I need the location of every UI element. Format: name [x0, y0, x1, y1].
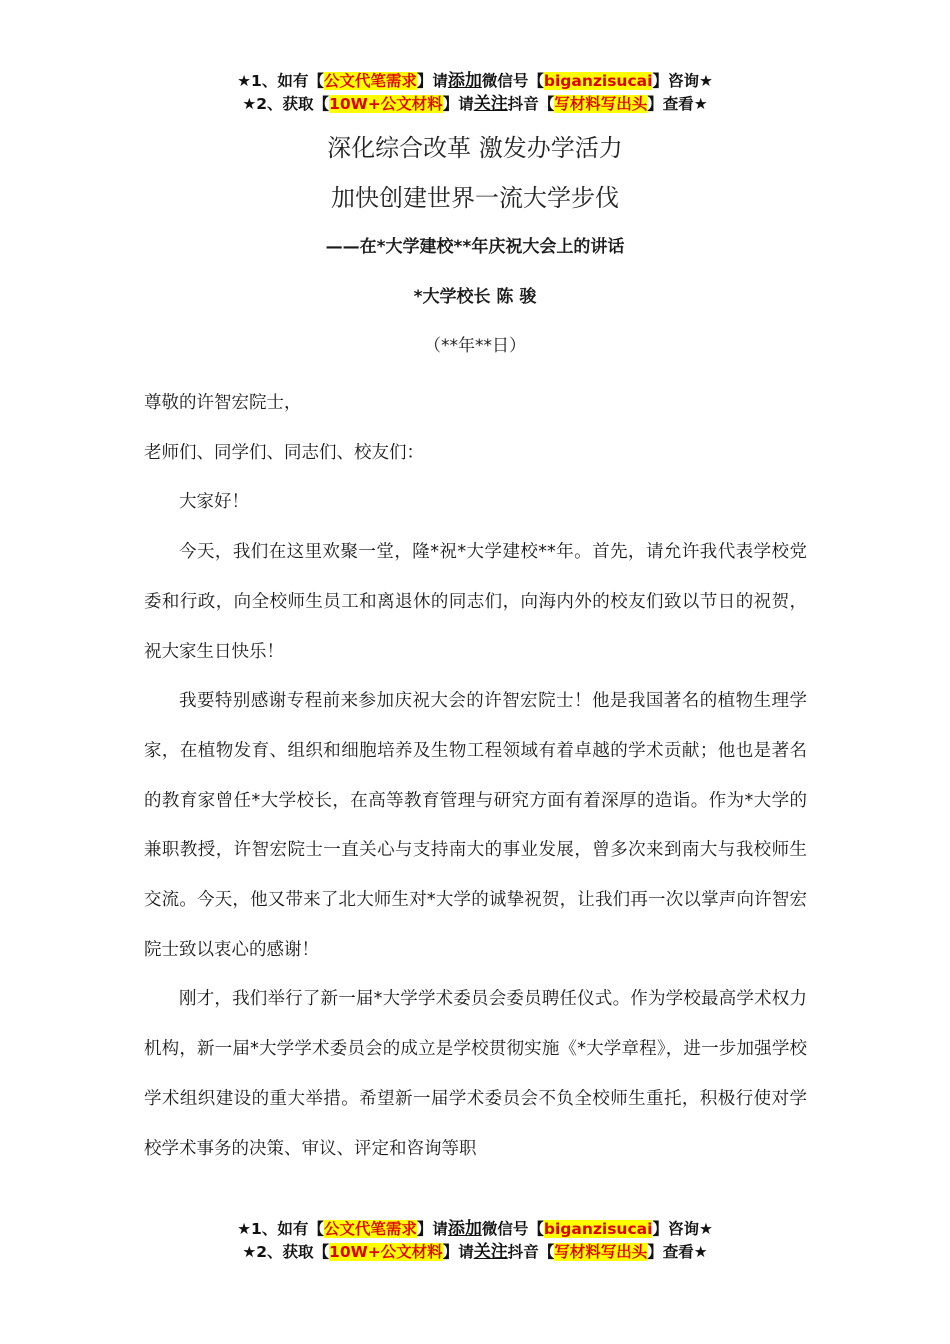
- doc-title-line-2: 加快创建世界一流大学步伐: [331, 184, 619, 212]
- doc-subtitle: ——在*大学建校**年庆祝大会上的讲话: [325, 237, 625, 257]
- promo-text: 】请: [416, 72, 448, 90]
- paragraph-1: 今天，我们在这里欢聚一堂，隆*祝*大学建校**年。首先，请允许我代表学校党委和行政，向全校师生员工和离退休的同志们，向海内外的校友们致以节日的祝贺，祝大家生日快乐！: [144, 542, 807, 662]
- promo-emphasis: 添加: [447, 71, 482, 91]
- greeting: 大家好！: [179, 492, 249, 513]
- salutation-2: 老师们、同学们、同志们、校友们：: [144, 442, 424, 463]
- promo-line-2: [0, 93, 950, 116]
- promo-text: ★2、获取【: [242, 1243, 330, 1261]
- promo-text: 】请: [416, 1220, 448, 1238]
- salutation-1: 尊敬的许智宏院士，: [144, 393, 302, 413]
- promo-emphasis: 关注: [473, 1242, 508, 1262]
- promo-highlight: 公文代笔需求: [323, 1220, 417, 1238]
- promo-emphasis: 关注: [473, 94, 508, 114]
- promo-wechat-id: biganzisucai: [543, 1220, 653, 1238]
- promo-douyin-id: 写材料写出头: [554, 1243, 648, 1261]
- doc-title-line-1: 深化综合改革 激发办学活力: [327, 134, 623, 162]
- promo-text: ★2、获取【: [242, 95, 330, 113]
- doc-date: （**年**日）: [424, 336, 526, 356]
- promo-text: 】请: [442, 95, 474, 113]
- promo-text: 】查看★: [647, 95, 708, 113]
- promo-text: 】查看★: [647, 1243, 708, 1261]
- promo-text: 微信号【: [481, 72, 544, 90]
- doc-author: *大学校长 陈 骏: [413, 287, 537, 307]
- promo-douyin-id: 写材料写出头: [554, 95, 648, 113]
- promo-emphasis: 添加: [447, 1219, 482, 1239]
- promo-text: 】请: [442, 1243, 474, 1261]
- promo-text: ★1、如有【: [237, 72, 324, 90]
- promo-highlight: 10W+公文材料: [329, 1243, 443, 1261]
- paragraph-2: 我要特别感谢专程前来参加庆祝大会的许智宏院士！他是我国著名的植物生理学家，在植物发育、组织和细胞培养及生物工程领域有着卓越的学术贡献；他也是著名的教育家曾任*大学校长，在高等教育管理与研究方面有着深厚的造诣。作为*大学的兼职教授，许智宏院士一直关心与支持南大的事业发展，曾多次来到南大与我校师生交流。今天，他又带来了北大师生对*大学的诚挚祝贺，让我们再一次以掌声向许智宏院士致以衷心的感谢！: [144, 691, 807, 960]
- promo-text: ★1、如有【: [237, 1220, 324, 1238]
- promo-highlight: 公文代笔需求: [323, 72, 417, 90]
- promo-text: 微信号【: [481, 1220, 544, 1238]
- promo-banner-bottom: [0, 1218, 950, 1264]
- promo-text: 】咨询★: [652, 72, 713, 90]
- promo-text: 】咨询★: [652, 1220, 713, 1238]
- promo-wechat-id: biganzisucai: [543, 72, 653, 90]
- promo-line-1: [0, 1218, 950, 1241]
- paragraph-3: 刚才，我们举行了新一届*大学学术委员会委员聘任仪式。作为学校最高学术权力机构，新一届*大学学术委员会的成立是学校贯彻实施《*大学章程》，进一步加强学校学术组织建设的重大举措。希望新一届学术委员会不负全校师生重托，积极行使对学校学术事务的决策、审议、评定和咨询等职: [144, 989, 807, 1159]
- promo-line-1: [0, 70, 950, 93]
- promo-line-2: [0, 1241, 950, 1264]
- doc-body: [144, 379, 807, 1174]
- promo-text: 抖音【: [507, 1243, 555, 1261]
- promo-text: 抖音【: [507, 95, 555, 113]
- promo-banner-top: [0, 70, 950, 116]
- promo-highlight: 10W+公文材料: [329, 95, 443, 113]
